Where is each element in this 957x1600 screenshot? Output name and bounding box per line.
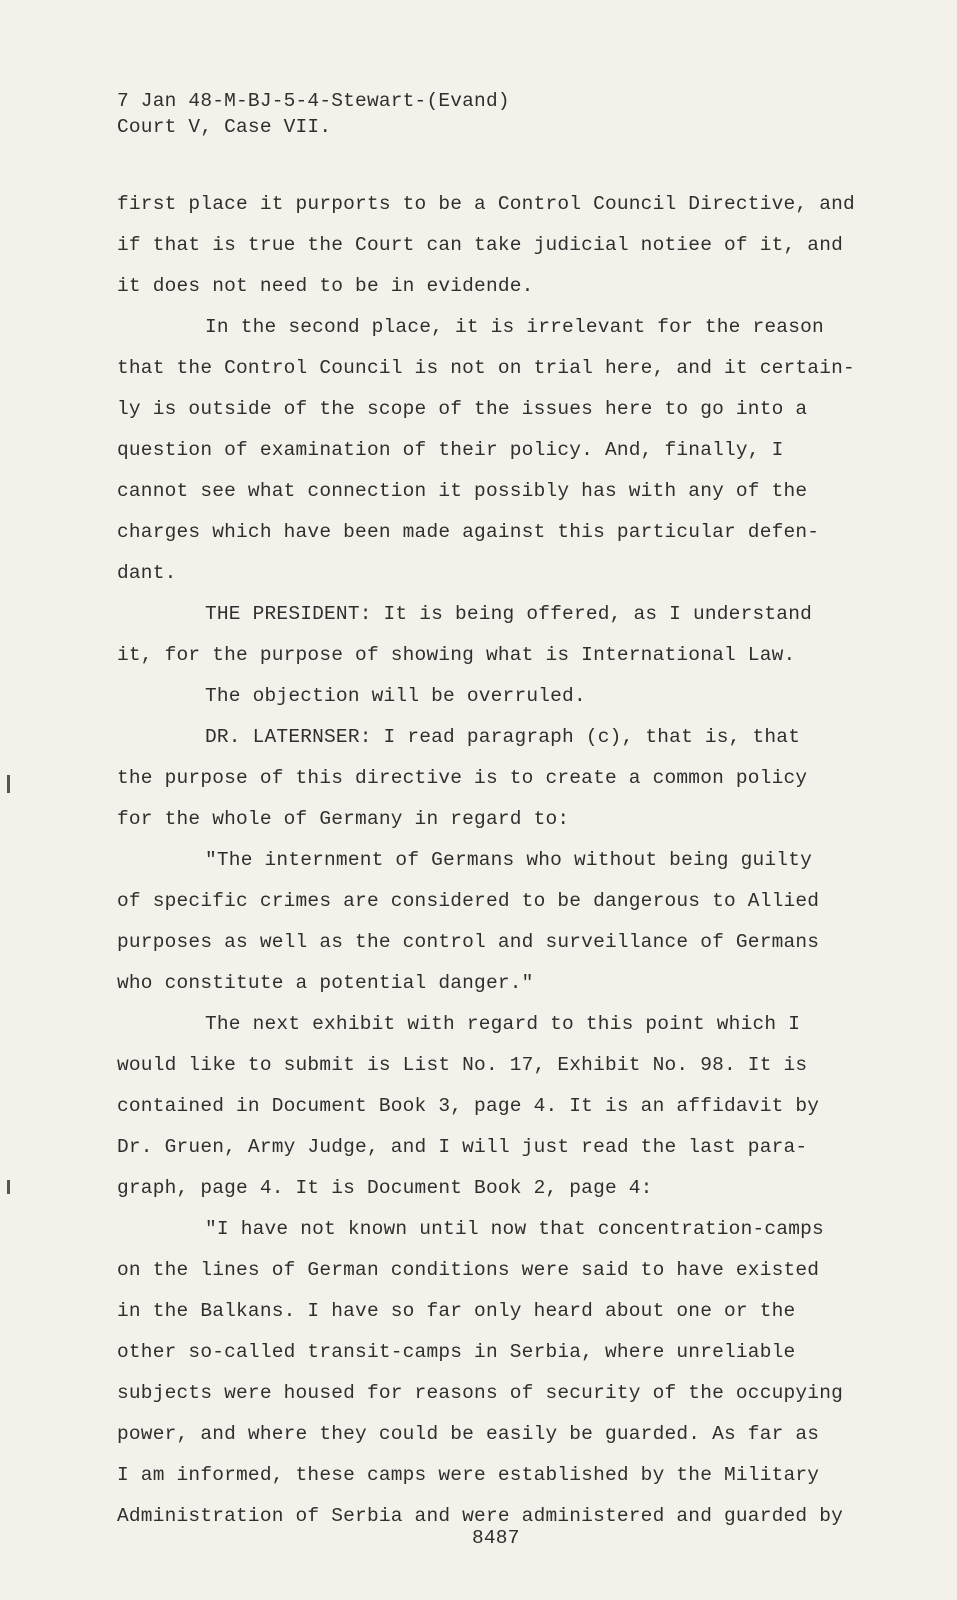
- header-court-line: Court V, Case VII.: [117, 116, 332, 138]
- speaker-line: DR. LATERNSER: I read paragraph (c), that is, that: [205, 726, 801, 748]
- margin-mark: [7, 1180, 10, 1194]
- quote-line: Administration of Serbia and were administered and guarded by: [117, 1505, 844, 1527]
- quote-line: on the lines of German conditions were said to have existed: [117, 1259, 820, 1281]
- document-header: [117, 88, 510, 140]
- quote-line: in the Balkans. I have so far only heard about one or the: [117, 1300, 796, 1322]
- text-line: graph, page 4. It is Document Book 2, page 4:: [117, 1177, 653, 1199]
- text-line: The next exhibit with regard to this point which I: [205, 1013, 801, 1035]
- text-line: the purpose of this directive is to create a common policy: [117, 767, 808, 789]
- text-line: for the whole of Germany in regard to:: [117, 808, 570, 830]
- quote-line: "I have not known until now that concentration-camps: [205, 1218, 824, 1240]
- margin-mark: [7, 775, 10, 793]
- header-reference-line: 7 Jan 48-M-BJ-5-4-Stewart-(Evand): [117, 90, 510, 112]
- quote-line: other so-called transit-camps in Serbia, where unreliable: [117, 1341, 796, 1363]
- quote-line: I am informed, these camps were established by the Military: [117, 1464, 820, 1486]
- quote-line: who constitute a potential danger.": [117, 972, 534, 994]
- transcript-body: [117, 184, 855, 1537]
- text-line: it, for the purpose of showing what is International Law.: [117, 644, 796, 666]
- text-line: contained in Document Book 3, page 4. It is an affidavit by: [117, 1095, 820, 1117]
- text-line: charges which have been made against this particular defen-: [117, 521, 820, 543]
- text-line: The objection will be overruled.: [205, 685, 586, 707]
- text-line: question of examination of their policy. And, finally, I: [117, 439, 784, 461]
- quote-line: subjects were housed for reasons of security of the occupying: [117, 1382, 844, 1404]
- text-line: In the second place, it is irrelevant for the reason: [205, 316, 824, 338]
- quote-line: "The internment of Germans who without being guilty: [205, 849, 812, 871]
- text-line: ly is outside of the scope of the issues here to go into a: [117, 398, 808, 420]
- text-line: Dr. Gruen, Army Judge, and I will just read the last para-: [117, 1136, 808, 1158]
- speaker-line: THE PRESIDENT: It is being offered, as I understand: [205, 603, 812, 625]
- quote-line: of specific crimes are considered to be dangerous to Allied: [117, 890, 820, 912]
- text-line: it does not need to be in evidende.: [117, 275, 534, 297]
- text-line: first place it purports to be a Control Council Directive, and: [117, 193, 855, 215]
- text-line: cannot see what connection it possibly has with any of the: [117, 480, 808, 502]
- page-number: 8487: [472, 1527, 520, 1549]
- text-line: that the Control Council is not on trial here, and it certain-: [117, 357, 855, 379]
- text-line: would like to submit is List No. 17, Exhibit No. 98. It is: [117, 1054, 808, 1076]
- quote-line: power, and where they could be easily be guarded. As far as: [117, 1423, 820, 1445]
- text-line: if that is true the Court can take judicial notiee of it, and: [117, 234, 844, 256]
- text-line: dant.: [117, 562, 177, 584]
- quote-line: purposes as well as the control and surveillance of Germans: [117, 931, 820, 953]
